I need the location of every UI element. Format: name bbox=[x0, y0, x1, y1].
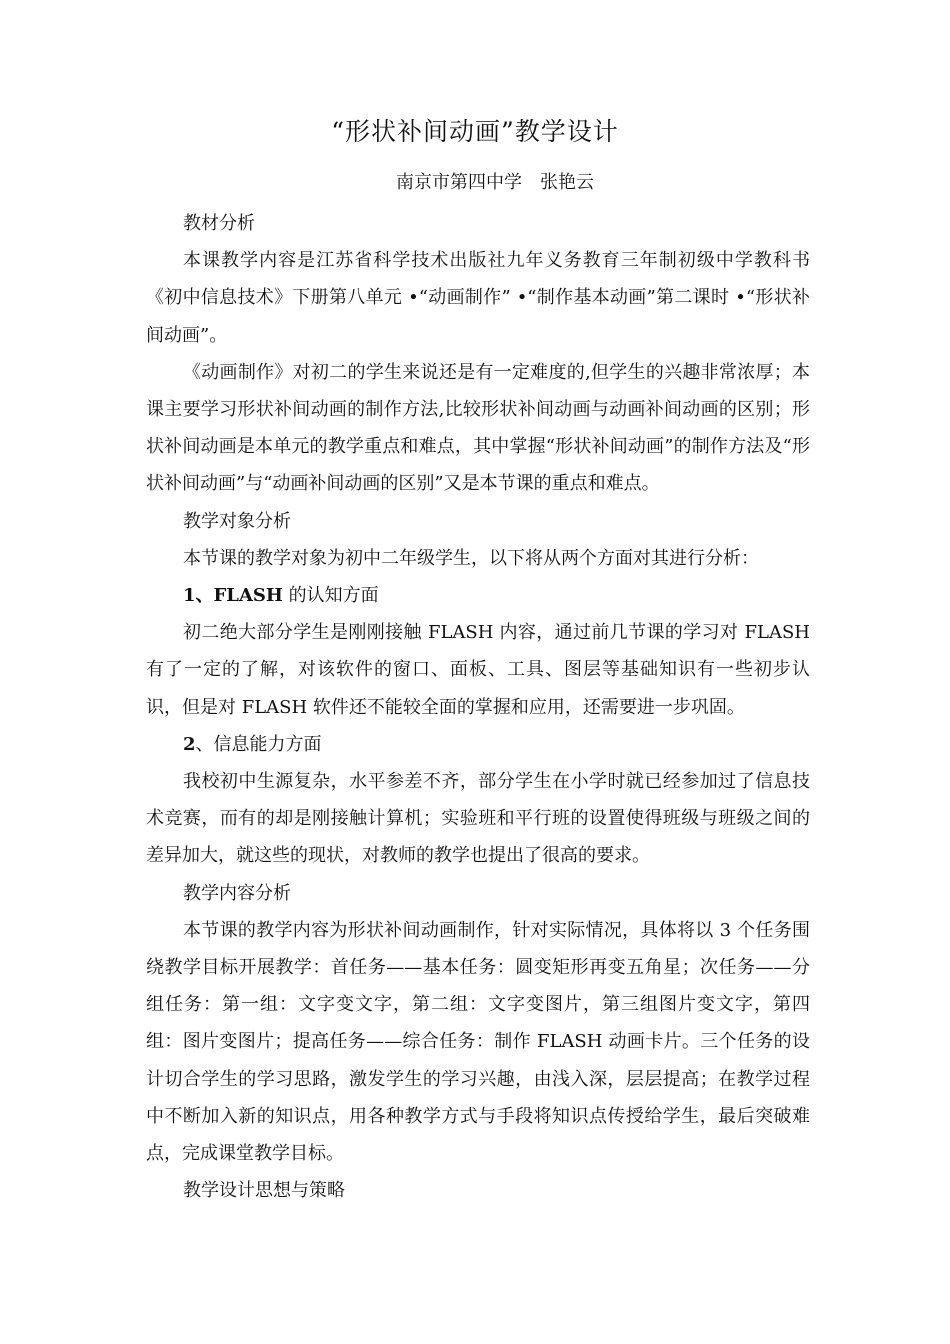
document-title: “形状补间动画”教学设计 bbox=[331, 117, 619, 146]
paragraph-content-analysis: 本节课的教学内容为形状补间动画制作，针对实际情况，具体将以 3 个任务围绕教学目标开展教学：首任务——基本任务：圆变矩形再变五角星；次任务——分组任务：第一组：文字变文字，第二组：文字变图片，第三组图片变文字，第四组：图片变图片；提高任务——综合任务：制作 FLASH 动画卡片。三个任务的设计切合学生的学习思路，激发学生的学习兴趣，由浅入深，层层提高；在教学过程中不断加入新的知识点，用各种教学方式与手段将知识点传授给学生，最后突破难点，完成课堂教学目标。 bbox=[146, 919, 810, 1165]
document-body bbox=[146, 205, 810, 1209]
subheading-flash-cognition bbox=[146, 577, 810, 614]
paragraph-course-content: 本课教学内容是江苏省科学技术出版社九年义务教育三年制初级中学教科书《初中信息技术》下册第八单元 •“动画制作” •“制作基本动画”第二课时 •“形状补间动画”。 bbox=[146, 250, 810, 346]
document-author: 南京市第四中学 张艳云 bbox=[396, 172, 594, 193]
subheading-text: 的认知方面 bbox=[282, 585, 379, 607]
subheading-information-ability bbox=[146, 726, 810, 763]
paragraph-student-intro: 本节课的教学对象为初中二年级学生，以下将从两个方面对其进行分析： bbox=[183, 547, 759, 569]
paragraph-information-ability: 我校初中生源复杂，水平参差不齐，部分学生在小学时就已经参加过了信息技术竞赛，而有的却是刚接触计算机；实验班和平行班的设置使得班级与班级之间的差异加大，就这些的现状，对教师的教学也提出了很高的要求。 bbox=[146, 771, 810, 867]
section-heading-design-strategy: 教学设计思想与策略 bbox=[183, 1180, 345, 1202]
section-heading-textbook-analysis: 教材分析 bbox=[183, 213, 255, 234]
section-heading-student-analysis: 教学对象分析 bbox=[183, 510, 291, 532]
paragraph-flash-cognition: 初二绝大部分学生是刚刚接触 FLASH 内容，通过前几节课的学习对 FLASH 有了一定的了解，对该软件的窗口、面板、工具、图层等基础知识有一些初步认识，但是对 FLASH 软件还不能较全面的掌握和应用，还需要进一步巩固。 bbox=[146, 622, 810, 718]
subheading-number: 2 bbox=[183, 733, 196, 755]
subheading-number: 1、FLASH bbox=[183, 585, 283, 607]
subheading-text: 、信息能力方面 bbox=[195, 733, 322, 755]
section-heading-content-analysis: 教学内容分析 bbox=[183, 882, 291, 904]
paragraph-course-difficulty: 《动画制作》对初二的学生来说还是有一定难度的,但学生的兴趣非常浓厚；本课主要学习形状补间动画的制作方法,比较形状补间动画与动画补间动画的区别；形状补间动画是本单元的教学重点和难点，其中掌握“形状补间动画”的制作方法及“形状补间动画”与“动画补间动画的区别”又是本节课的重点和难点。 bbox=[146, 361, 810, 495]
